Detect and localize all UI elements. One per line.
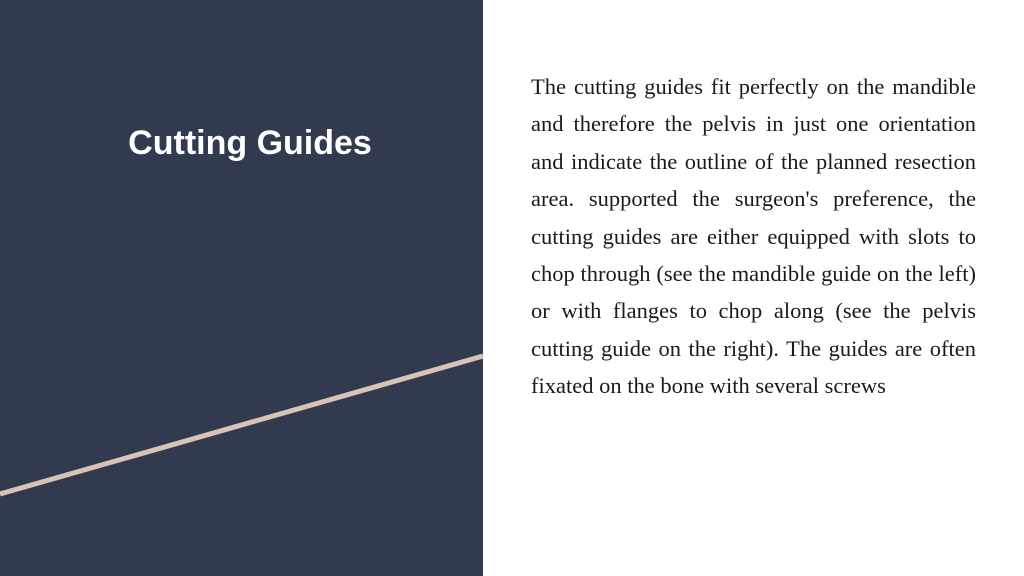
accent-stroke: [0, 356, 483, 494]
title-panel: [0, 0, 483, 576]
slide-body-text: The cutting guides fit perfectly on the mandible and therefore the pelvis in just one orientation and indicate the outline of the planned resection area. supported the surgeon's preference, the cutting guides are either equipped with slots to chop through (see the mandible guide on the left) or with flanges to chop along (see the pelvis cutting guide on the right). The guides are often fixated on the bone with several screws: [531, 74, 976, 399]
decorative-diagonal-line: [0, 0, 483, 576]
slide-title: Cutting Guides: [128, 124, 372, 162]
